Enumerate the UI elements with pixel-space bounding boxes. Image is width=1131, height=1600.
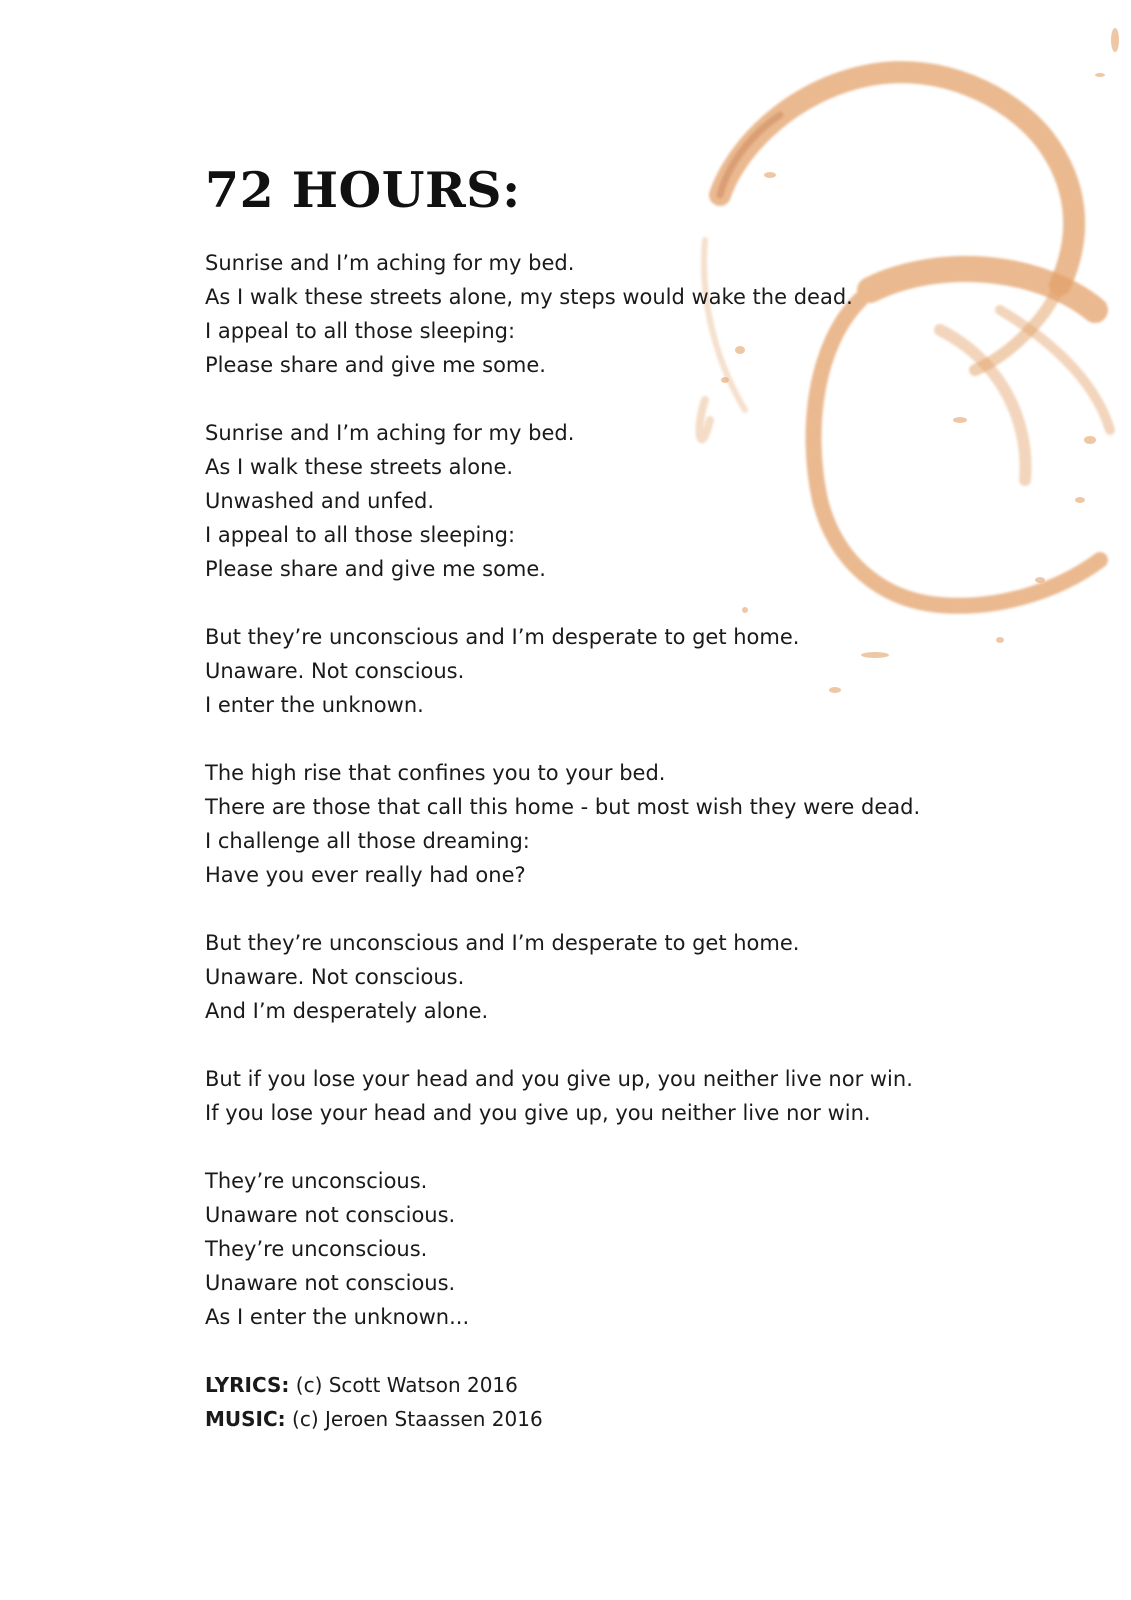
lyric-line: If you lose your head and you give up, you neither live nor win. <box>205 1101 871 1125</box>
lyric-line: And I’m desperately alone. <box>205 999 489 1023</box>
lyric-line: Sunrise and I’m aching for my bed. <box>205 251 575 275</box>
lyrics-credit-label: LYRICS: <box>205 1373 290 1397</box>
lyric-line: The high rise that confines you to your bed. <box>205 761 666 785</box>
lyric-line: Please share and give me some. <box>205 557 546 581</box>
lyric-line: Unaware not conscious. <box>205 1271 456 1295</box>
lyric-line: I appeal to all those sleeping: <box>205 319 516 343</box>
stanza-1 <box>205 246 1065 382</box>
lyric-line: Unaware. Not conscious. <box>205 659 465 683</box>
music-credit-label: MUSIC: <box>205 1407 286 1431</box>
lyric-line: There are those that call this home - but most wish they were dead. <box>205 795 921 819</box>
lyrics-credit <box>205 1368 1065 1402</box>
lyric-line: But if you lose your head and you give up, you neither live nor win. <box>205 1067 913 1091</box>
music-credit <box>205 1402 1065 1436</box>
lyrics-credit-value: (c) Scott Watson 2016 <box>295 1373 518 1397</box>
lyric-line: They’re unconscious. <box>205 1237 428 1261</box>
lyric-line: As I walk these streets alone, my steps would wake the dead. <box>205 285 853 309</box>
lyric-line: I challenge all those dreaming: <box>205 829 530 853</box>
stanza-3 <box>205 620 1065 722</box>
lyric-line: Have you ever really had one? <box>205 863 526 887</box>
lyrics-content <box>205 160 1065 1436</box>
lyric-line: I appeal to all those sleeping: <box>205 523 516 547</box>
lyric-line: They’re unconscious. <box>205 1169 428 1193</box>
lyric-line: As I walk these streets alone. <box>205 455 514 479</box>
credits <box>205 1368 1065 1436</box>
stanza-2 <box>205 416 1065 586</box>
lyric-line: As I enter the unknown... <box>205 1305 470 1329</box>
lyric-line: Unaware. Not conscious. <box>205 965 465 989</box>
stanza-5 <box>205 926 1065 1028</box>
song-title: 72 HOURS: <box>205 161 521 219</box>
stanza-6 <box>205 1062 1065 1130</box>
stanza-7 <box>205 1164 1065 1334</box>
stanza-4 <box>205 756 1065 892</box>
music-credit-value: (c) Jeroen Staassen 2016 <box>292 1407 543 1431</box>
lyric-line: I enter the unknown. <box>205 693 424 717</box>
lyric-line: Unaware not conscious. <box>205 1203 456 1227</box>
lyric-line: Please share and give me some. <box>205 353 546 377</box>
lyric-line: But they’re unconscious and I’m desperate to get home. <box>205 931 800 955</box>
lyric-line: Unwashed and unfed. <box>205 489 435 513</box>
lyric-line: But they’re unconscious and I’m desperate to get home. <box>205 625 800 649</box>
lyric-line: Sunrise and I’m aching for my bed. <box>205 421 575 445</box>
